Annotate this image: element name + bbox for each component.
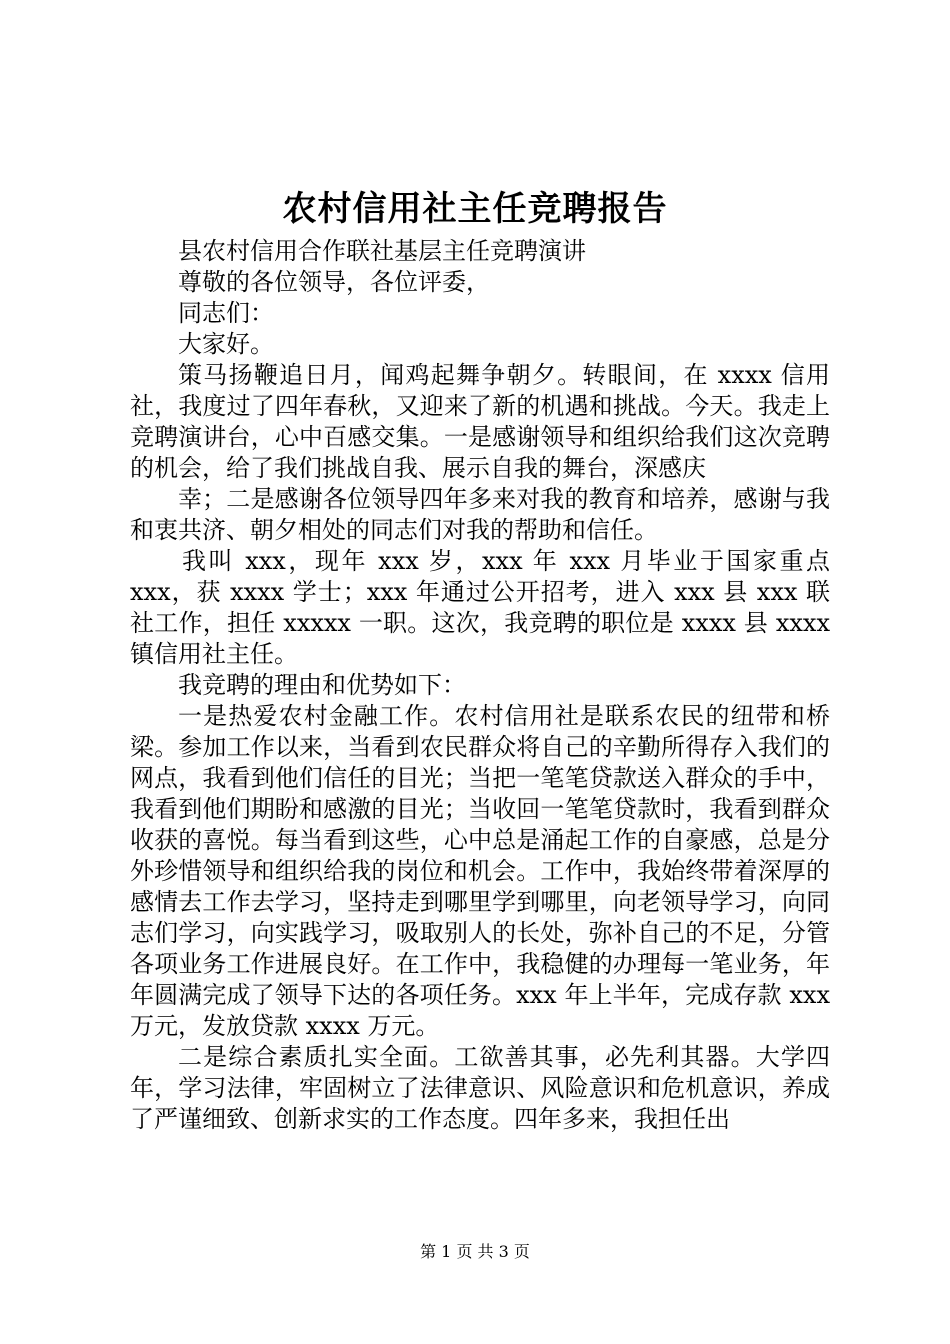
paragraph-reason-one: 一是热爱农村金融工作。农村信用社是联系农民的纽带和桥梁。参加工作以来，当看到农民群众将自己的辛勤所得存入我们的网点，我看到他们信任的目光；当把一笔笔贷款送入群众的手中，我看到他们期盼和感激的目光；当收回一笔笔贷款时，我看到群众收获的喜悦。每当看到这些，心中总是涌起工作的自豪感，总是分外珍惜领导和组织给我的岗位和机会。工作中，我始终带着深厚的感情去工作去学习，坚持走到哪里学到哪里，向老领导学习，向同志们学习，向实践学习，吸取别人的长处，弥补自己的不足，分管各项业务工作进展良好。在工作中，我稳健的办理每一笔业务，年年圆满完成了领导下达的各项任务。xxx 年上半年，完成存款 xxx 万元，发放贷款 xxxx 万元。: [130, 702, 830, 1040]
paragraph-opening: 策马扬鞭追日月，闻鸡起舞争朝夕。转眼间，在 xxxx 信用社，我度过了四年春秋，又迎来了新的机遇和挑战。今天。我走上竞聘演讲台，心中百感交集。一是感谢领导和组织给我们这次竞聘的机会，给了我们挑战自我、展示自我的舞台，深感庆: [130, 361, 830, 482]
page-number-footer: 第 1 页 共 3 页: [420, 1242, 530, 1261]
paragraph-thanks: 幸；二是感谢各位领导四年多来对我的教育和培养，感谢与我和衷共济、朝夕相处的同志们对我的帮助和信任。: [130, 485, 830, 544]
paragraph-heading: 县农村信用合作联社基层主任竞聘演讲: [178, 237, 586, 265]
document-body: [130, 236, 830, 1135]
paragraph-greeting: 大家好。: [178, 330, 274, 358]
paragraph-self-intro: 我叫 xxx，现年 xxx 岁，xxx 年 xxx 月毕业于国家重点 xxx，获 xxxx 学士；xxx 年通过公开招考，进入 xxx 县 xxx 联社工作，担任 xxxxx 一职。这次，我竞聘的职位是 xxxx 县 xxxx 镇信用社主任。: [130, 547, 830, 668]
paragraph-reason-two: 二是综合素质扎实全面。工欲善其事，必先利其器。大学四年，学习法律，牢固树立了法律意识、风险意识和危机意识，养成了严谨细致、创新求实的工作态度。四年多来，我担任出: [130, 1043, 830, 1133]
paragraph-reasons-intro: 我竞聘的理由和优势如下：: [178, 671, 466, 699]
paragraph-comrades: 同志们：: [178, 299, 274, 327]
paragraph-salutation: 尊敬的各位领导，各位评委，: [178, 268, 490, 296]
document-title: 农村信用社主任竞聘报告: [282, 189, 668, 229]
